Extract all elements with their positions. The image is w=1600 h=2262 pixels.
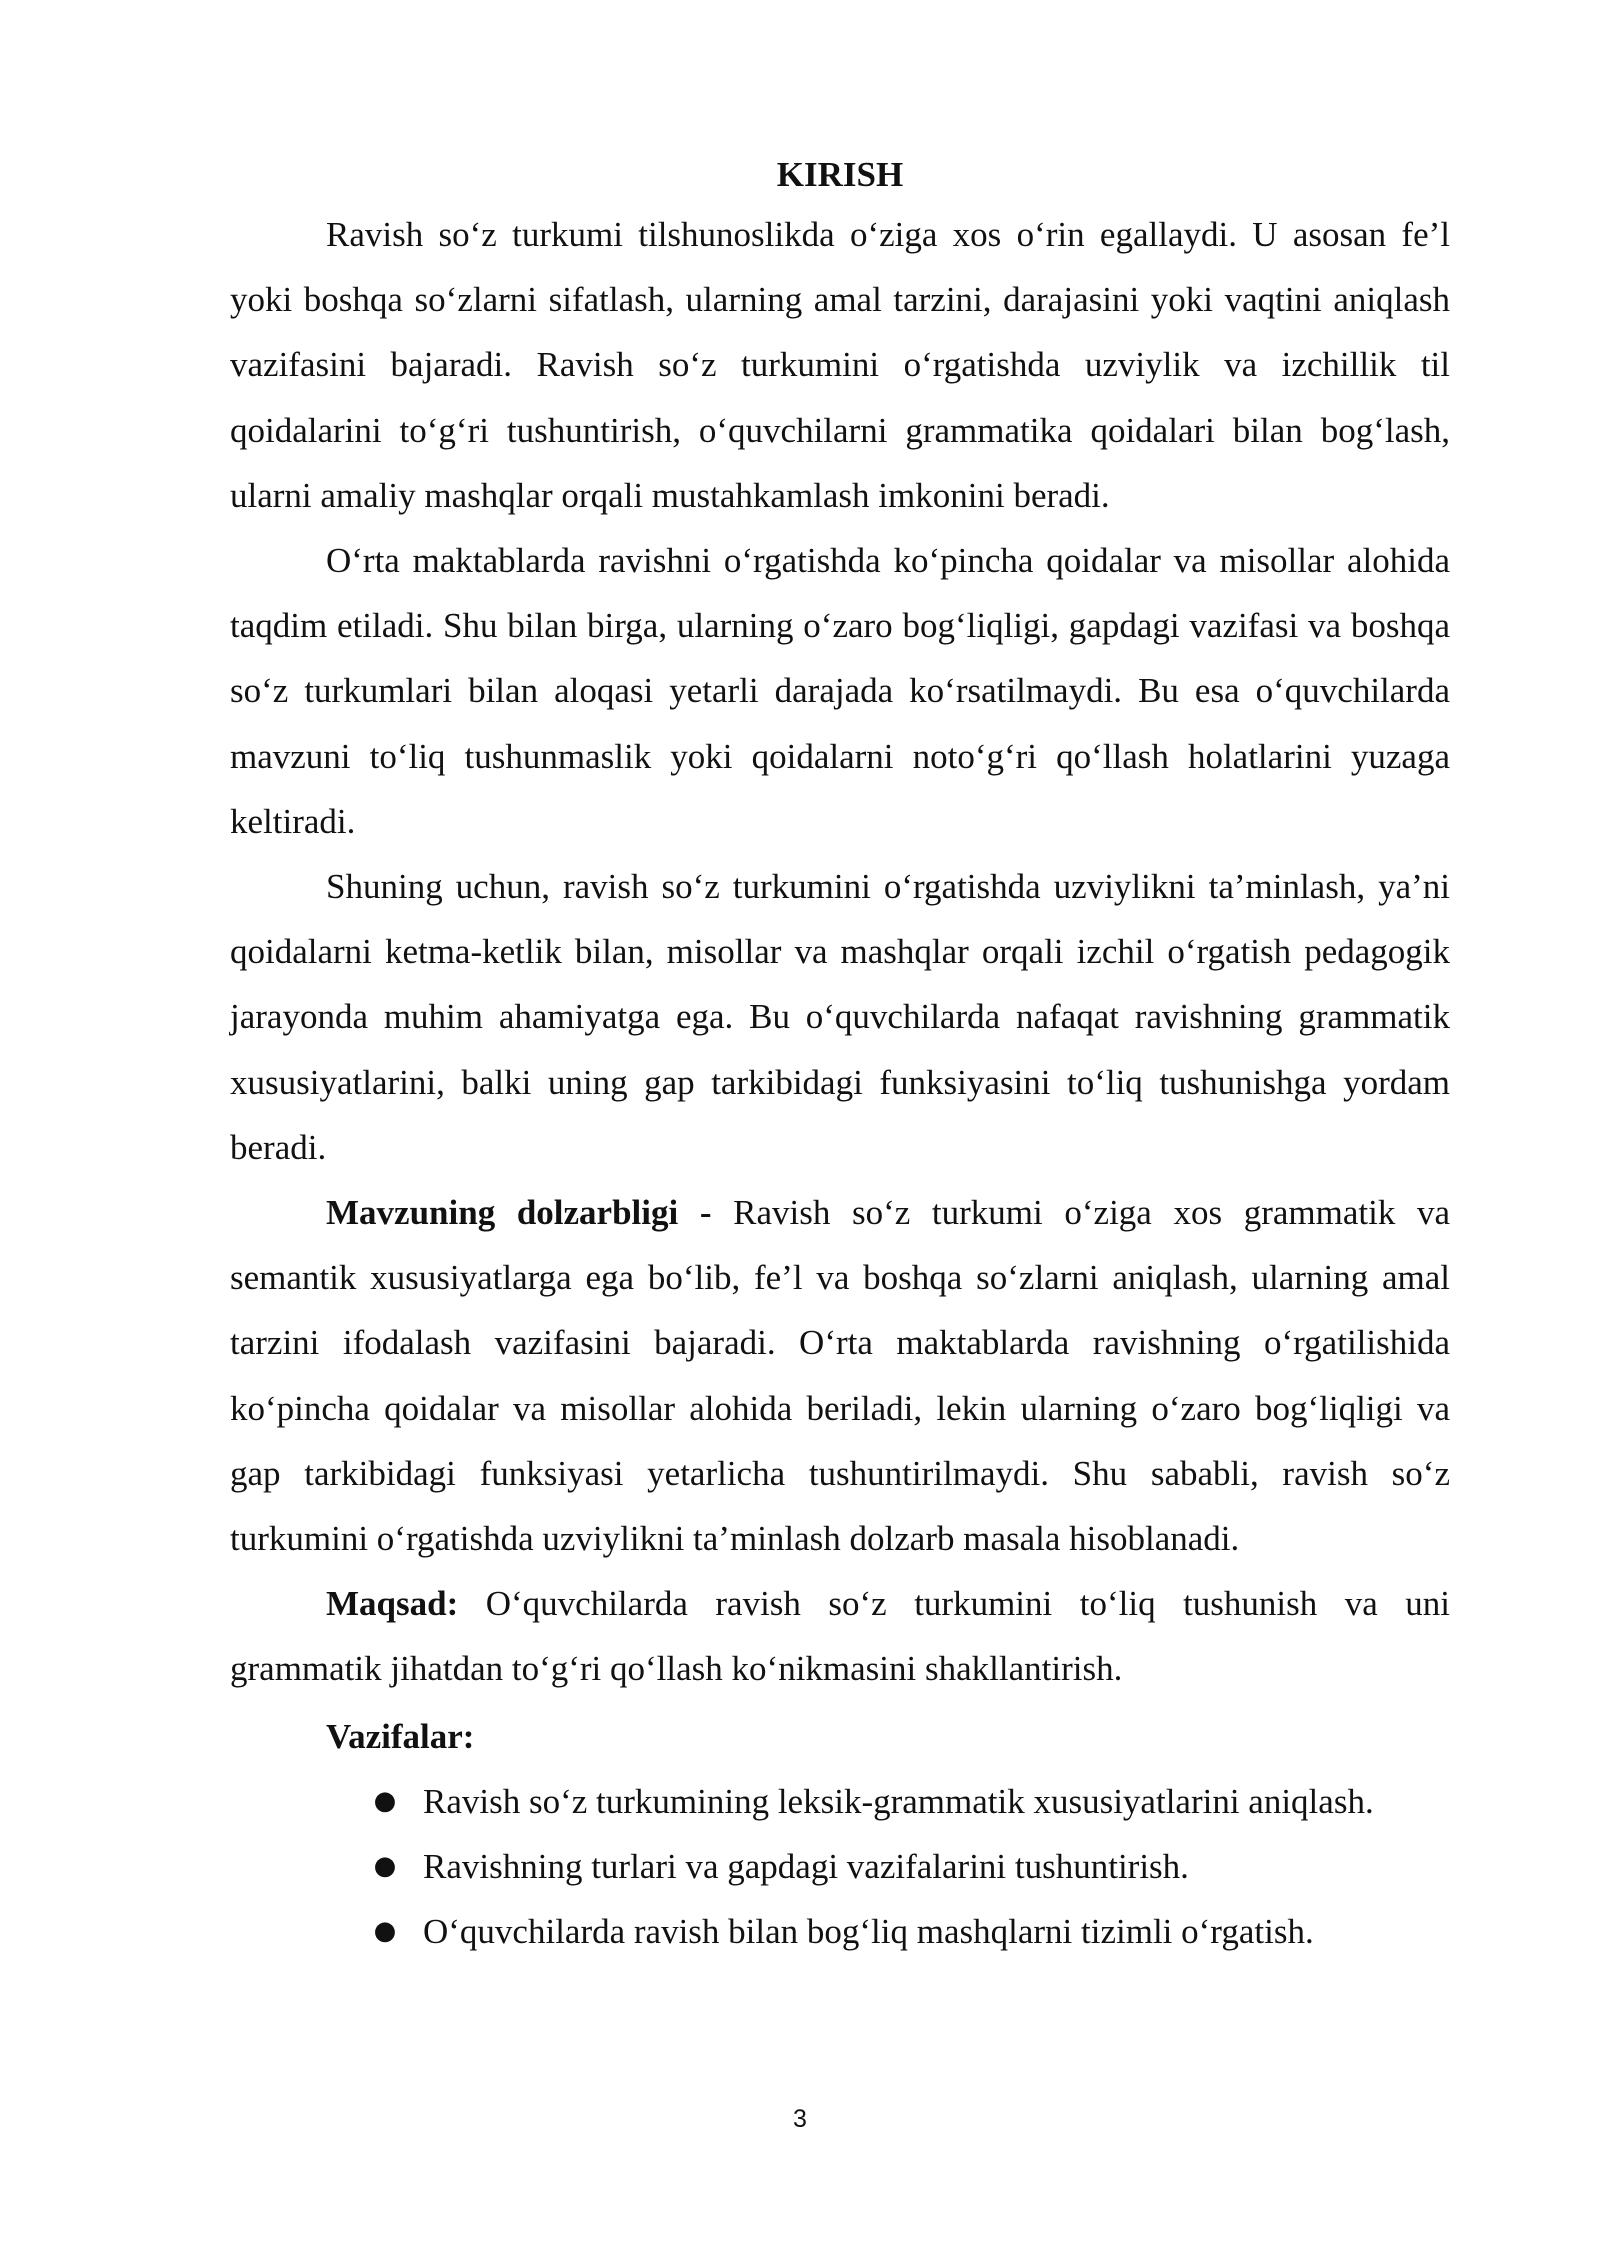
list-item: [230, 1769, 1450, 1834]
bullet-icon: ●: [373, 1851, 397, 1882]
list-item: [230, 1899, 1450, 1964]
goal-paragraph: [230, 1571, 1450, 1701]
task-text: O‘quvchilarda ravish bilan bog‘liq mashqlarni tizimli o‘rgatish.: [423, 1912, 1314, 1952]
tasks-list: [230, 1769, 1450, 1965]
task-text: Ravishning turlari va gapdagi vazifalarini tushuntirish.: [423, 1847, 1189, 1887]
relevance-text: Ravish so‘z turkumi o‘ziga xos grammatik va semantik xususiyatlarga ega bo‘lib, fe’l va boshqa so‘zlarni aniqlash, ularning amal tarzini ifodalash vazifasini bajaradi. O‘rta maktablarda ravishning o‘rgatilishida ko‘pincha qoidalar va misollar alohida beriladi, lekin ularning o‘zaro bog‘liqligi va gap tarkibidagi funksiyasi yetarlicha tushuntirilmaydi. Shu sababli, ravish so‘z turkumini o‘rgatishda uzviylikni ta’minlash dolzarb masala hisoblanadi.: [230, 1193, 1450, 1559]
intro-paragraph-3: Shuning uchun, ravish so‘z turkumini o‘rgatishda uzviylikni ta’minlash, ya’ni qoidalarni ketma-ketlik bilan, misollar va mashqlar orqali izchil o‘rgatish pedagogik jarayonda muhim ahamiyatga ega. Bu o‘quvchilarda nafaqat ravishning grammatik xususiyatlarini, balki uning gap tarkibidagi funksiyasini to‘liq tushunishga yordam beradi.: [230, 867, 1450, 1167]
relevance-label: Mavzuning dolzarbligi -: [326, 1193, 712, 1233]
task-text: Ravish so‘z turkumining leksik-grammatik xususiyatlarini aniqlash.: [423, 1781, 1374, 1821]
goal-text: O‘quvchilarda ravish so‘z turkumini to‘liq tushunish va uni grammatik jihatdan to‘g‘ri qo‘llash ko‘nikmasini shakllantirish.: [230, 1584, 1450, 1689]
list-item: [230, 1834, 1450, 1899]
tasks-heading: Vazifalar:: [326, 1716, 475, 1756]
intro-paragraph-2: O‘rta maktablarda ravishni o‘rgatishda ko‘pincha qoidalar va misollar alohida taqdim etiladi. Shu bilan birga, ularning o‘zaro bog‘liqligi, gapdagi vazifasi va boshqa so‘z turkumlari bilan aloqasi yetarli darajada ko‘rsatilmaydi. Bu esa o‘quvchilarda mavzuni to‘liq tushunmaslik yoki qoidalarni noto‘g‘ri qo‘llash holatlarini yuzaga keltiradi.: [230, 541, 1450, 841]
page-title: KIRISH: [776, 155, 904, 194]
bullet-icon: ●: [373, 1916, 397, 1947]
bullet-icon: ●: [373, 1785, 397, 1816]
page-content: [230, 152, 1450, 1964]
page-number: 3: [793, 2105, 807, 2133]
goal-label: Maqsad:: [326, 1584, 459, 1624]
intro-paragraph-1: Ravish so‘z turkumi tilshunoslikda o‘ziga xos o‘rin egallaydi. U asosan fe’l yoki boshqa so‘zlarni sifatlash, ularning amal tarzini, darajasini yoki vaqtini aniqlash vazifasini bajaradi. Ravish so‘z turkumini o‘rgatishda uzviylik va izchillik til qoidalarini to‘g‘ri tushuntirish, o‘quvchilarni grammatika qoidalari bilan bog‘lash, ularni amaliy mashqlar orqali mustahkamlash imkonini beradi.: [230, 215, 1450, 515]
relevance-paragraph: [230, 1180, 1450, 1571]
